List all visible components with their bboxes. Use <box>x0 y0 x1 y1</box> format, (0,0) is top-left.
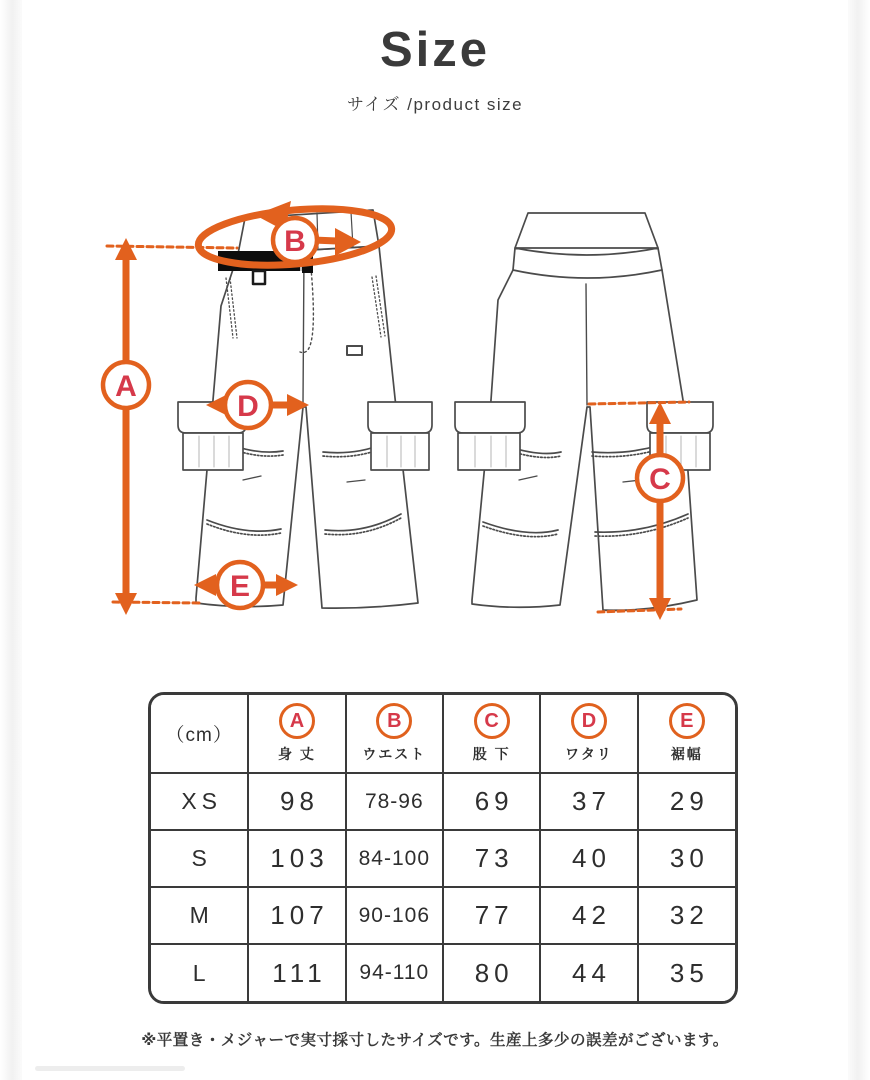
cell-value: 35 <box>638 944 735 1001</box>
col-letter-badge: B <box>376 703 412 739</box>
marker-e-letter: E <box>229 570 251 603</box>
col-letter-badge: D <box>571 703 607 739</box>
cell-value: 29 <box>638 773 735 830</box>
size-label: M <box>151 887 248 944</box>
marker-c-letter: C <box>649 463 671 496</box>
size-label: XS <box>151 773 248 830</box>
cell-value: 44 <box>540 944 637 1001</box>
measurement-disclaimer: ※平置き・メジャーで実寸採寸したサイズです。生産上多少の誤差がございます。 <box>141 1032 729 1049</box>
col-label: ウエスト <box>362 746 427 762</box>
cell-value: 77 <box>443 887 540 944</box>
col-label: 身 丈 <box>278 746 316 762</box>
col-label: 裾幅 <box>670 746 703 762</box>
col-header-thigh <box>540 695 637 773</box>
cell-value: 90-106 <box>346 887 443 944</box>
marker-b-letter: B <box>284 225 306 258</box>
page-title: Size <box>379 23 491 77</box>
col-header-inseam <box>443 695 540 773</box>
table-row-s <box>151 830 735 887</box>
col-label: ワタリ <box>565 746 613 762</box>
table-row-m <box>151 887 735 944</box>
cell-value: 94-110 <box>346 944 443 1001</box>
size-label: L <box>151 944 248 1001</box>
table-row-l <box>151 944 735 1001</box>
col-letter-badge: C <box>474 703 510 739</box>
cell-value: 84-100 <box>346 830 443 887</box>
col-header-waist <box>346 695 443 773</box>
marker-a-letter: A <box>115 370 137 403</box>
col-header-hem <box>638 695 735 773</box>
size-table-container <box>148 692 738 1004</box>
marker-d-letter: D <box>237 390 259 423</box>
measurement-diagram <box>95 188 775 633</box>
cell-value: 80 <box>443 944 540 1001</box>
col-label: 股 下 <box>472 746 511 762</box>
size-table <box>151 695 735 1001</box>
page-subtitle: サイズ /product size <box>346 95 524 114</box>
cell-value: 40 <box>540 830 637 887</box>
cell-value: 32 <box>638 887 735 944</box>
cell-value: 30 <box>638 830 735 887</box>
table-header-row <box>151 695 735 773</box>
col-header-length <box>248 695 345 773</box>
cell-value: 73 <box>443 830 540 887</box>
cell-value: 69 <box>443 773 540 830</box>
table-row-xs <box>151 773 735 830</box>
col-letter-badge: E <box>669 703 705 739</box>
cell-value: 98 <box>248 773 345 830</box>
page-right-gutter <box>848 0 870 1080</box>
cell-value: 107 <box>248 887 345 944</box>
size-label: S <box>151 830 248 887</box>
page-bottom-shadow <box>35 1066 185 1071</box>
pants-back-drawing <box>455 213 713 610</box>
page-left-gutter <box>0 0 22 1080</box>
unit-label: （cm） <box>165 725 233 746</box>
cell-value: 103 <box>248 830 345 887</box>
col-letter-badge: A <box>279 703 315 739</box>
cell-value: 37 <box>540 773 637 830</box>
cell-value: 111 <box>248 944 345 1001</box>
cell-value: 42 <box>540 887 637 944</box>
cell-value: 78-96 <box>346 773 443 830</box>
